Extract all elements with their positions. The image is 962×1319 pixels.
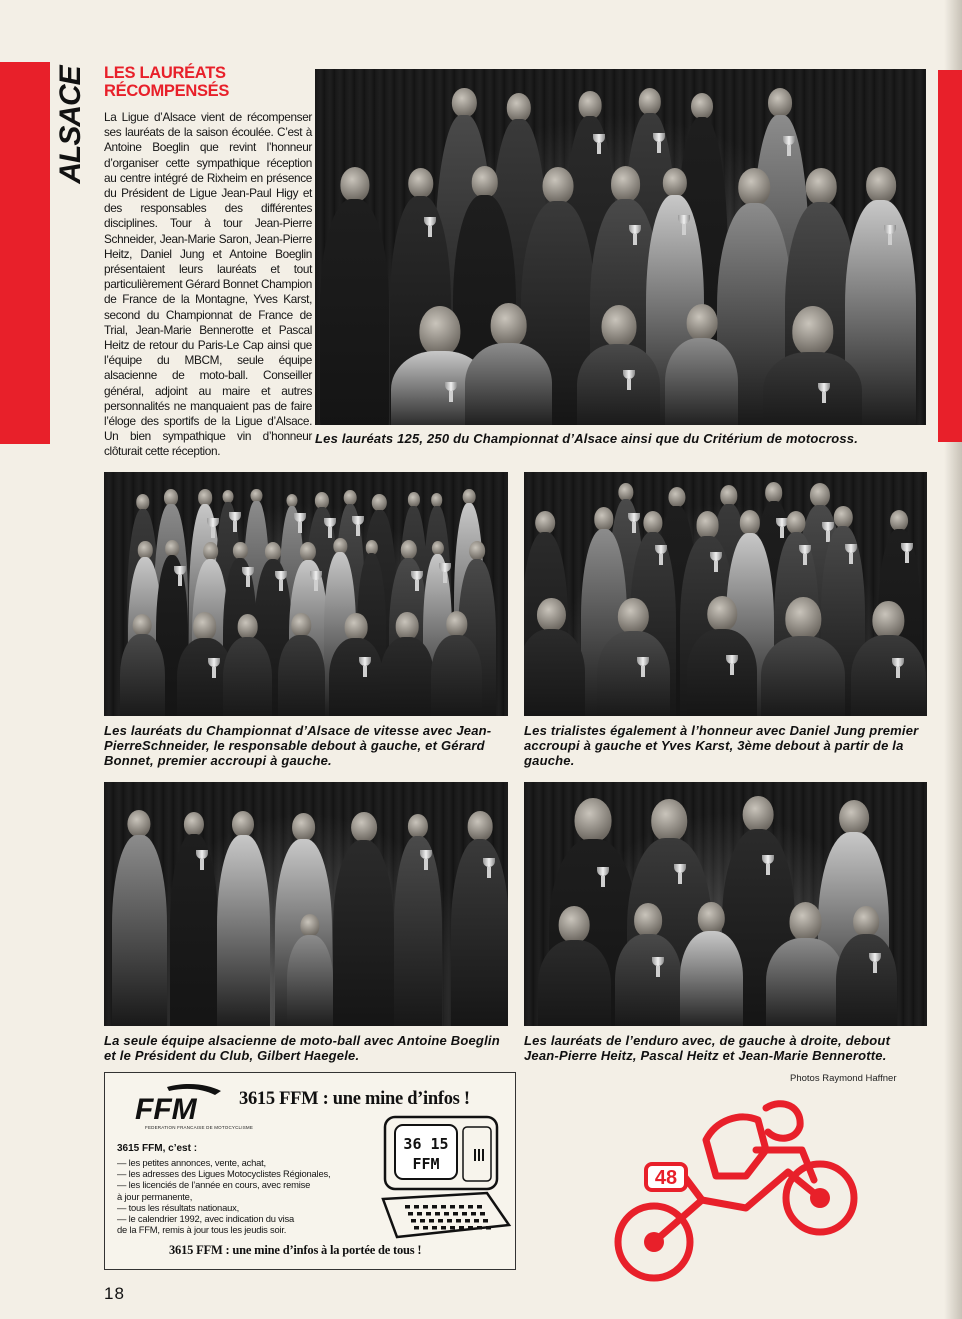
photo-person-head	[720, 485, 737, 506]
photo-person-head	[432, 541, 444, 556]
trophy-icon	[174, 566, 186, 586]
trophy-icon	[818, 383, 830, 403]
keyboard-key-icon	[474, 1219, 479, 1223]
photo-person-body	[761, 636, 845, 716]
trophy-icon	[294, 513, 306, 533]
headline-line-1: LES LAURÉATS	[104, 64, 226, 82]
keyboard-key-icon	[417, 1212, 422, 1216]
photo-person-head	[419, 306, 460, 355]
photo-person-head	[300, 542, 316, 561]
keyboard-key-icon	[411, 1219, 416, 1223]
photo-person-head	[471, 166, 497, 198]
photo-person-body	[538, 940, 611, 1026]
trophy-icon	[229, 512, 241, 532]
minitel-screen-line-2: FFM	[412, 1155, 440, 1173]
photo-person-head	[345, 613, 368, 640]
photo-person	[451, 811, 508, 1026]
keyboard-key-icon	[486, 1226, 491, 1230]
photo-person-body	[431, 635, 482, 716]
trophy-icon	[892, 658, 904, 678]
photo-person-head	[408, 168, 433, 199]
trophy-icon	[310, 571, 322, 591]
photo-person-head	[138, 541, 152, 558]
photo-person-head	[351, 812, 377, 843]
photo-person	[278, 613, 325, 716]
photo-person-head	[611, 166, 641, 202]
photo-person-head	[542, 167, 573, 204]
photo-person-head	[537, 598, 565, 632]
photo-person-head	[396, 612, 419, 639]
photo-person-body	[851, 635, 925, 716]
trophy-icon	[710, 552, 722, 572]
keyboard-key-icon	[477, 1226, 482, 1230]
photo-person	[766, 902, 844, 1026]
keyboard-key-icon	[468, 1226, 473, 1230]
photo-person	[524, 598, 585, 716]
photo-person	[687, 596, 757, 716]
photo-person	[320, 167, 389, 425]
ad-footer: 3615 FFM : une mine d’infos à la portée de tous !	[169, 1243, 422, 1257]
trophy-icon	[420, 850, 432, 870]
keyboard-key-icon	[471, 1212, 476, 1216]
keyboard-key-icon	[462, 1212, 467, 1216]
photo-person-head	[193, 612, 217, 640]
ffm-advertisement	[104, 1072, 516, 1270]
photo-person-head	[890, 510, 908, 531]
photo-person-head	[686, 304, 717, 341]
photo-person-head	[165, 540, 179, 556]
ad-feature-item: — les adresses des Ligues Motocyclistes Régionales,	[117, 1168, 331, 1180]
photo-person-head	[691, 93, 713, 119]
trophy-icon	[655, 545, 667, 565]
photo-person-head	[452, 88, 476, 117]
photo-enduro-laureates	[524, 782, 927, 1026]
photo-person-head	[446, 611, 467, 637]
trophy-icon	[623, 370, 635, 390]
photo-person	[170, 812, 218, 1026]
photo-person-head	[469, 541, 485, 560]
trophy-icon	[424, 217, 436, 237]
photo-person-head	[408, 814, 428, 838]
keyboard-key-icon	[420, 1219, 425, 1223]
photo-person	[597, 598, 669, 716]
motocross-rider-illustration	[606, 1080, 868, 1288]
trophy-icon	[674, 864, 686, 884]
photo-person-head	[740, 510, 760, 534]
photo-person-head	[618, 483, 633, 501]
photo-person-head	[643, 511, 662, 534]
photo-person	[761, 597, 845, 716]
section-rubric	[54, 66, 88, 184]
keyboard-key-icon	[441, 1205, 446, 1209]
photo-person-head	[853, 906, 879, 937]
photo-person-body	[680, 931, 743, 1026]
trophy-icon	[783, 136, 795, 156]
photo-motoball-team	[104, 782, 508, 1026]
photo-person-head	[490, 303, 527, 347]
photo-person-head	[594, 507, 613, 530]
photo-person-body	[278, 635, 325, 716]
photo-person-head	[507, 93, 531, 122]
keyboard-key-icon	[441, 1226, 446, 1230]
keyboard-key-icon	[480, 1212, 485, 1216]
keyboard-key-icon	[453, 1212, 458, 1216]
keyboard-key-icon	[483, 1219, 488, 1223]
photo-motocross-laureates	[315, 69, 926, 425]
right-red-band	[938, 70, 962, 442]
photo-person-head	[334, 538, 347, 554]
trophy-icon	[884, 225, 896, 245]
ad-feature-item: de la FFM, remis à jour tous les jeudis soir.	[117, 1224, 287, 1236]
caption-motoball: La seule équipe alsacienne de moto-ball avec Antoine Boeglin et le Président du Club, Gilbert Haegele.	[104, 1033, 500, 1063]
ad-title: 3615 FFM : une mine d’infos !	[239, 1089, 470, 1109]
trophy-icon	[726, 655, 738, 675]
trophy-icon	[901, 543, 913, 563]
photo-vitesse-laureates	[104, 472, 508, 716]
photo-person-head	[559, 906, 590, 943]
photo-person-head	[765, 482, 783, 503]
photo-person-head	[787, 511, 806, 534]
trophy-icon	[208, 658, 220, 678]
photo-person-head	[365, 540, 377, 555]
photo-person-head	[265, 542, 281, 561]
ad-feature-item: à jour permanente,	[117, 1190, 193, 1202]
photo-person	[680, 902, 743, 1026]
photo-person-head	[315, 492, 329, 509]
photo-person-head	[806, 168, 837, 205]
photo-person	[333, 812, 394, 1027]
photo-person-body	[836, 934, 897, 1026]
photo-person	[615, 903, 681, 1026]
trophy-icon	[411, 571, 423, 591]
keyboard-key-icon	[450, 1226, 455, 1230]
keyboard-key-icon	[423, 1205, 428, 1209]
photo-person-head	[574, 798, 611, 842]
photo-person-body	[170, 834, 218, 1026]
photo-person	[836, 906, 897, 1026]
photo-person-head	[743, 796, 774, 833]
photo-person-head	[668, 487, 685, 507]
ffm-logo	[129, 1083, 239, 1123]
trophy-icon	[324, 518, 336, 538]
photo-person-head	[468, 811, 493, 841]
photo-person-head	[164, 489, 178, 506]
photo-person	[431, 611, 482, 716]
trophy-icon	[483, 858, 495, 878]
photo-person-head	[400, 540, 416, 560]
caption-vitesse: Les lauréats du Championnat d’Alsace de vitesse avec Jean-PierreSchneider, le responsable debout à gauche, et Gérard Bonnet, premier accroupi à gauche.	[104, 723, 492, 768]
photo-person	[217, 811, 269, 1026]
keyboard-key-icon	[456, 1219, 461, 1223]
trophy-icon	[593, 134, 605, 154]
photo-person	[538, 906, 611, 1026]
photo-person	[577, 305, 660, 425]
keyboard-key-icon	[459, 1205, 464, 1209]
keyboard-key-icon	[477, 1205, 482, 1209]
photo-person-head	[408, 492, 420, 507]
headline-line-2: RÉCOMPENSÉS	[104, 82, 230, 100]
photo-person	[763, 306, 862, 425]
keyboard-key-icon	[432, 1205, 437, 1209]
keyboard-key-icon	[435, 1212, 440, 1216]
photo-person	[223, 614, 272, 716]
ffm-logo-text: FFM	[135, 1093, 197, 1123]
photo-person-head	[535, 511, 555, 535]
caption-trial: Les trialistes également à l’honneur avec Daniel Jung premier accroupi à gauche et Yves Karst, 3ème debout à partir de la gauche.	[524, 723, 919, 768]
photo-person	[465, 303, 552, 425]
photo-person	[665, 304, 738, 425]
keyboard-key-icon	[447, 1219, 452, 1223]
trophy-icon	[653, 133, 665, 153]
photo-person-body	[615, 934, 681, 1026]
keyboard-key-icon	[432, 1226, 437, 1230]
photo-person-body	[394, 836, 442, 1026]
ad-feature-item: — les petites annonces, vente, achat,	[117, 1157, 266, 1168]
trophy-icon	[799, 545, 811, 565]
photo-person-head	[707, 596, 736, 631]
photo-person-body	[287, 935, 333, 1026]
minitel-screen-line-1: 36 15	[403, 1135, 449, 1153]
trophy-icon	[439, 563, 451, 583]
ad-feature-item: — le calendrier 1992, avec indication du visa	[117, 1213, 295, 1225]
photo-person-head	[810, 483, 830, 507]
keyboard-key-icon	[465, 1219, 470, 1223]
ad-feature-list	[117, 1157, 387, 1235]
trophy-icon	[359, 657, 371, 677]
trophy-icon	[629, 225, 641, 245]
photo-person-body	[120, 634, 165, 716]
ad-intro: 3615 FFM, c’est :	[117, 1143, 198, 1154]
caption-motocross: Les lauréats 125, 250 du Championnat d’Alsace ainsi que du Critérium de motocross.	[315, 431, 859, 446]
photo-person-body	[524, 629, 585, 716]
photo-person-head	[203, 542, 219, 561]
photo-person-head	[136, 494, 149, 510]
photo-person-head	[839, 800, 869, 836]
trophy-icon	[762, 855, 774, 875]
photo-person-head	[463, 489, 476, 504]
photo-person-head	[372, 494, 386, 511]
photo-person-head	[601, 305, 636, 347]
photo-person-head	[652, 799, 688, 842]
photo-person	[394, 814, 442, 1026]
article-body: La Ligue d’Alsace vient de récompenser ses lauréats de la saison écoulée. C’est à Antoine Boeglin que revint l’honneur d’organiser cette sympathique réception au centre intégré de Rixheim en présence du Président de Ligue Jean-Paul Higy et des responsables des différentes disciplines. Tour à tour Jean-Pierre Schneider, Jean-Marie Saron, Jean-Pierre Heitz, Daniel Jung et Antoine Boeglin présentaient leurs lauréats et tout particulièrement Gérard Bonnet Champion de France de la Montagne, Yves Karst, second du Championnat de France de Trial, Jean-Marie Bennerotte et Pascal Heitz de retour du Paris-Le Cap ainsi que l’équipe du MBCM, seule équipe alsacienne de moto-ball. Conseiller général, adjoint au maire et autres personnalités ne manquaient pas de faire l’éloge des sportifs de la Ligue d’Alsace. Un bien sympathique vin d’honneur clôturait cette réception.	[104, 110, 312, 459]
photo-person-body	[597, 631, 669, 716]
keyboard-key-icon	[414, 1226, 419, 1230]
keyboard-key-icon	[405, 1205, 410, 1209]
photo-person-head	[789, 902, 822, 942]
keyboard-key-icon	[468, 1205, 473, 1209]
trophy-icon	[196, 850, 208, 870]
photo-person	[380, 612, 434, 716]
photo-person-body	[577, 344, 660, 425]
photo-person	[329, 613, 383, 716]
photo-person-body	[333, 840, 394, 1026]
photo-person-body	[329, 638, 383, 716]
section-red-band	[0, 62, 50, 444]
photo-person-head	[792, 306, 833, 356]
ad-feature-item: — tous les résultats nationaux,	[117, 1201, 239, 1213]
photo-person	[112, 810, 167, 1026]
photo-person-head	[698, 902, 724, 934]
trophy-icon	[275, 571, 287, 591]
keyboard-key-icon	[438, 1219, 443, 1223]
photo-person-head	[834, 506, 852, 528]
photo-person-body	[320, 199, 389, 425]
photo-person-body	[380, 637, 434, 716]
photo-person-head	[786, 597, 821, 639]
trophy-icon	[652, 957, 664, 977]
photo-person-head	[344, 490, 357, 505]
photo-person-head	[579, 91, 602, 118]
photo-person-head	[618, 598, 648, 634]
caption-enduro: Les lauréats de l’enduro avec, de gauche à droite, debout Jean-Pierre Heitz, Pascal Heitz et Jean-Marie Bennerotte.	[524, 1033, 891, 1063]
keyboard-key-icon	[450, 1205, 455, 1209]
photo-person-head	[292, 613, 312, 636]
keyboard-key-icon	[414, 1205, 419, 1209]
photo-person	[120, 614, 165, 716]
photo-person-head	[128, 810, 151, 838]
photo-person-head	[198, 489, 212, 505]
trophy-icon	[242, 567, 254, 587]
photo-person-head	[340, 167, 369, 202]
photo-person-head	[738, 168, 770, 206]
trophy-icon	[597, 867, 609, 887]
ad-feature-item: — les licenciés de l’année en cours, avec remise	[117, 1179, 311, 1191]
keyboard-key-icon	[408, 1212, 413, 1216]
photo-person-body	[766, 938, 844, 1026]
photo-person-body	[665, 338, 738, 425]
photo-person-head	[866, 167, 896, 203]
photo-person-head	[696, 511, 719, 538]
number-plate-text: 48	[654, 1167, 678, 1189]
photo-person-body	[217, 835, 269, 1026]
photo-person-body	[451, 839, 508, 1026]
photo-person-head	[635, 903, 663, 936]
photo-trial-laureates	[524, 472, 927, 716]
trophy-icon	[845, 544, 857, 564]
trophy-icon	[445, 382, 457, 402]
keyboard-key-icon	[444, 1212, 449, 1216]
trophy-icon	[637, 657, 649, 677]
trophy-icon	[678, 215, 690, 235]
minitel-terminal-icon	[375, 1113, 515, 1241]
photo-person-head	[639, 88, 661, 115]
keyboard-key-icon	[423, 1226, 428, 1230]
photo-person-head	[133, 614, 152, 636]
photo-person-head	[301, 914, 320, 937]
section-label: ALSACE	[54, 66, 87, 184]
page-number: 18	[104, 1284, 125, 1303]
photo-person-head	[768, 88, 792, 117]
photo-person-head	[232, 811, 254, 837]
photo-credit: Photos Raymond Haffner	[790, 1073, 897, 1084]
article-headline	[104, 64, 314, 100]
photo-person-head	[184, 812, 204, 836]
photo-person-head	[237, 614, 258, 639]
photo-person-head	[233, 542, 247, 559]
photo-person-body	[112, 835, 167, 1026]
photo-person-body	[223, 637, 272, 716]
photo-person-head	[663, 168, 687, 197]
trophy-icon	[869, 953, 881, 973]
photo-person-body	[465, 343, 552, 425]
ffm-logo-subtitle: FEDERATION FRANCAISE DE MOTOCYCLISME	[145, 1125, 254, 1130]
photo-person-head	[873, 601, 904, 639]
photo-person-body	[687, 629, 757, 716]
keyboard-key-icon	[429, 1219, 434, 1223]
photo-person-body	[763, 352, 862, 425]
photo-person	[287, 914, 333, 1026]
photo-person-head	[292, 813, 316, 842]
keyboard-key-icon	[459, 1226, 464, 1230]
photo-person-head	[431, 493, 443, 507]
keyboard-key-icon	[426, 1212, 431, 1216]
photo-person	[851, 601, 925, 716]
